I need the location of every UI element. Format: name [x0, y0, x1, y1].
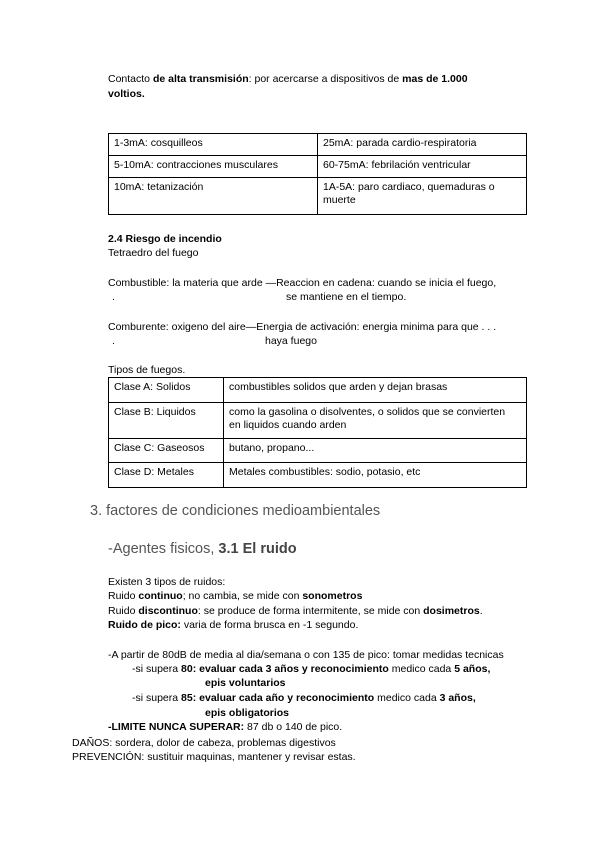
text-bold: evaluar cada año y reconocimiento [196, 692, 375, 704]
cell-text: Metales combustibles: sodio, potasio, etc [229, 466, 421, 478]
cell-text: Clase C: Gaseosos [114, 442, 205, 454]
noise-limit [108, 720, 342, 734]
cell-text: Clase A: Solidos [114, 381, 191, 393]
text-bold: -LIMITE NUNCA SUPERAR: [108, 721, 245, 733]
cell-text: 5-10mA: contracciones musculares [114, 159, 278, 171]
text: -si supera [132, 692, 182, 704]
text: -si supera [132, 663, 182, 675]
table-row [109, 156, 527, 178]
comburente-line: Comburente: oxigeno del aire—Energia de activación: energia minima para que . . . [108, 321, 497, 333]
text: : por acercarse a dispositivos de [248, 73, 403, 85]
cell-text: butano, propano... [229, 442, 315, 454]
subheading: Tetraedro del fuego [108, 247, 199, 259]
table-row [109, 178, 527, 215]
table-cell [109, 156, 318, 178]
cell-text: 10mA: tetanización [114, 181, 204, 193]
current-effects-table [108, 133, 527, 215]
fire-types-label: Tipos de fuegos. [108, 364, 186, 376]
text: 87 db o 140 de pico. [244, 721, 343, 733]
table-cell [109, 378, 224, 403]
cell-text: Clase D: Metales [114, 466, 194, 478]
contact-paragraph [108, 72, 468, 86]
section-3-subtitle [108, 541, 297, 557]
text-bold: continuo [138, 590, 183, 602]
text-bold: de alta transmisión [152, 73, 249, 85]
table-row [109, 403, 527, 439]
text-bold: dosimetros [423, 605, 480, 617]
table-row [109, 463, 527, 488]
combustible-line: Combustible: la materia que arde —Reaccion en cadena: cuando se inicia el fuego, [108, 277, 497, 289]
table-cell [318, 156, 527, 178]
text: Ruido [108, 605, 139, 617]
contact-paragraph-line2 [108, 87, 145, 101]
text: ; no cambia, se mide con [182, 590, 303, 602]
text-bold: 5 años, [454, 663, 491, 675]
table-cell [224, 463, 527, 488]
text-bold: Ruido de pico: [108, 619, 181, 631]
cell-text: combustibles solidos que arden y dejan brasas [229, 381, 448, 393]
text-bold: sonometros [302, 590, 363, 602]
noise-80-epis [205, 676, 286, 690]
noise-prevencion: PREVENCIÓN: sustituir maquinas, mantener y revisar estas. [72, 751, 356, 763]
text-bold: mas de 1.000 [402, 73, 468, 85]
dot: . [112, 291, 115, 303]
noise-85-epis [205, 706, 289, 720]
noise-danos: DAÑOS: sordera, dolor de cabeza, problemas digestivos [72, 737, 336, 749]
comburente-line2: haya fuego [265, 335, 317, 347]
table-cell [109, 178, 318, 215]
noise-80 [132, 662, 490, 676]
table-cell [224, 439, 527, 463]
text: medico cada [374, 692, 440, 704]
cell-text: 1A-5A: paro cardiaco, quemaduras o [323, 181, 495, 193]
table-cell [224, 403, 527, 439]
noise-85 [132, 691, 476, 705]
cell-text: Clase B: Liquidos [114, 406, 196, 418]
text-bold: 3.1 El ruido [218, 541, 297, 557]
combustible-line2: se mantiene en el tiempo. [286, 291, 407, 303]
table-row [109, 439, 527, 463]
text: Contacto [108, 73, 153, 85]
text-bold: discontinuo [138, 605, 198, 617]
table-cell [109, 134, 318, 156]
noise-pico [108, 618, 358, 632]
dot: . [112, 335, 115, 347]
cell-text: 25mA: parada cardio-respiratoria [323, 137, 477, 149]
cell-text: en liquidos cuando arden [229, 419, 347, 431]
text-bold: 80: [181, 663, 197, 675]
table-cell [224, 378, 527, 403]
text: Ruido [108, 590, 139, 602]
text-bold: evaluar cada 3 años y reconocimiento [196, 663, 389, 675]
section-heading [108, 232, 222, 246]
noise-threshold: -A partir de 80dB de media al dia/semana o con 135 de pico: tomar medidas tecnicas [108, 649, 504, 661]
cell-text: muerte [323, 194, 356, 206]
text: -Agentes fisicos, [108, 541, 219, 557]
noise-intro: Existen 3 tipos de ruidos: [108, 576, 226, 588]
section-3-title: 3. factores de condiciones medioambientales [90, 503, 381, 519]
text-bold: 85: [181, 692, 197, 704]
noise-continuo [108, 589, 362, 603]
noise-discontinuo [108, 604, 483, 618]
table-cell [109, 439, 224, 463]
cell-text: 60-75mA: febrilación ventricular [323, 159, 471, 171]
table-cell [318, 134, 527, 156]
table-cell [318, 178, 527, 215]
table-row [109, 378, 527, 403]
table-row [109, 134, 527, 156]
text-bold: epis obligatorios [205, 707, 290, 719]
text: : se produce de forma intermitente, se mide con [197, 605, 424, 617]
cell-text: como la gasolina o disolventes, o solidos que se convierten [229, 406, 506, 418]
table-cell [109, 463, 224, 488]
text-bold: epis voluntarios [205, 677, 286, 689]
text: medico cada [388, 663, 455, 675]
text: varia de forma brusca en -1 segundo. [180, 619, 359, 631]
cell-text: 1-3mA: cosquilleos [114, 137, 203, 149]
text-bold: 3 años, [439, 692, 476, 704]
text: . [479, 605, 483, 617]
text-bold: voltios. [108, 88, 145, 100]
text-bold: 2.4 Riesgo de incendio [108, 233, 222, 245]
table-cell [109, 403, 224, 439]
fire-classes-table [108, 377, 527, 488]
